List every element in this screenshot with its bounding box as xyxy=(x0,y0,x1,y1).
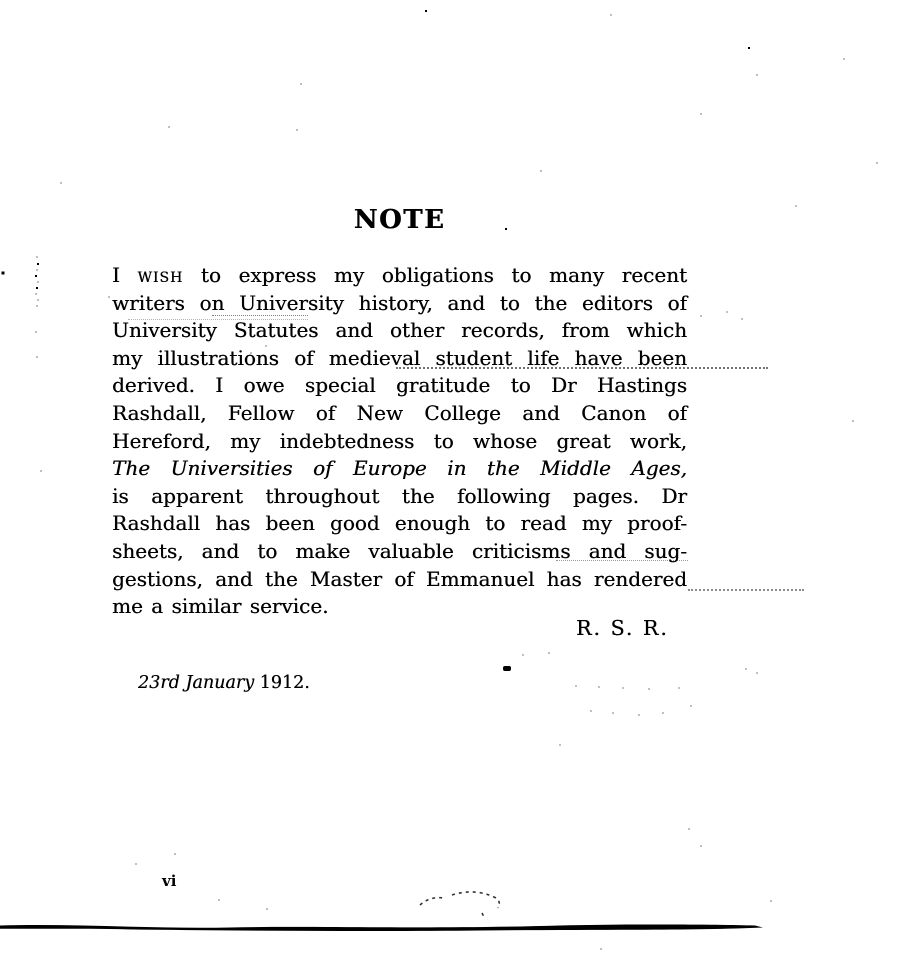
body-line: writers on University history, and to the editors of xyxy=(112,290,687,315)
body-line: gestions, and the Master of Emmanuel has rendered xyxy=(112,566,687,591)
body-line1-smallcaps: wish xyxy=(137,263,184,287)
scan-artifact-dotted-line xyxy=(688,589,804,591)
page-number: vi xyxy=(162,872,177,890)
page-title: NOTE xyxy=(353,205,446,235)
body-line-book-title: The Universities of Europe in the Middle Ages, xyxy=(112,456,687,481)
scan-ink-blob xyxy=(503,666,511,671)
body-line: derived. I owe special gratitude to Dr Hastings xyxy=(112,373,687,398)
author-initials: R. S. R. xyxy=(576,616,669,640)
scan-artifact-dotted-line xyxy=(128,319,308,320)
scan-artifact-dotted-line xyxy=(212,315,308,316)
body-line: Hereford, my indebtedness to whose great work, xyxy=(112,428,687,453)
body-line: Rashdall has been good enough to read my proof- xyxy=(112,511,687,536)
body-line1-lead: I xyxy=(112,263,120,287)
scan-artifact-dotted-line xyxy=(396,367,768,369)
scan-noise-specks xyxy=(0,0,2,2)
body-line1-rest: to express my obligations to many recent xyxy=(200,263,688,287)
scan-artifact-dotted-line xyxy=(556,560,688,561)
note-body-text xyxy=(112,262,687,621)
body-line: University Statutes and other records, from which xyxy=(112,318,687,343)
date-day-month: 23rd January xyxy=(138,673,255,693)
scan-edge-line xyxy=(0,880,900,940)
body-line: is apparent throughout the following pages. Dr xyxy=(112,483,687,508)
body-line: sheets, and to make valuable criticisms and sug- xyxy=(112,538,687,563)
date-line xyxy=(138,673,310,693)
body-line: my illustrations of medieval student life have been xyxy=(112,345,687,370)
body-line: me a similar service. xyxy=(112,594,329,619)
date-year: 1912. xyxy=(259,673,310,693)
body-line xyxy=(112,262,687,290)
body-line: Rashdall, Fellow of New College and Canon of xyxy=(112,400,687,425)
